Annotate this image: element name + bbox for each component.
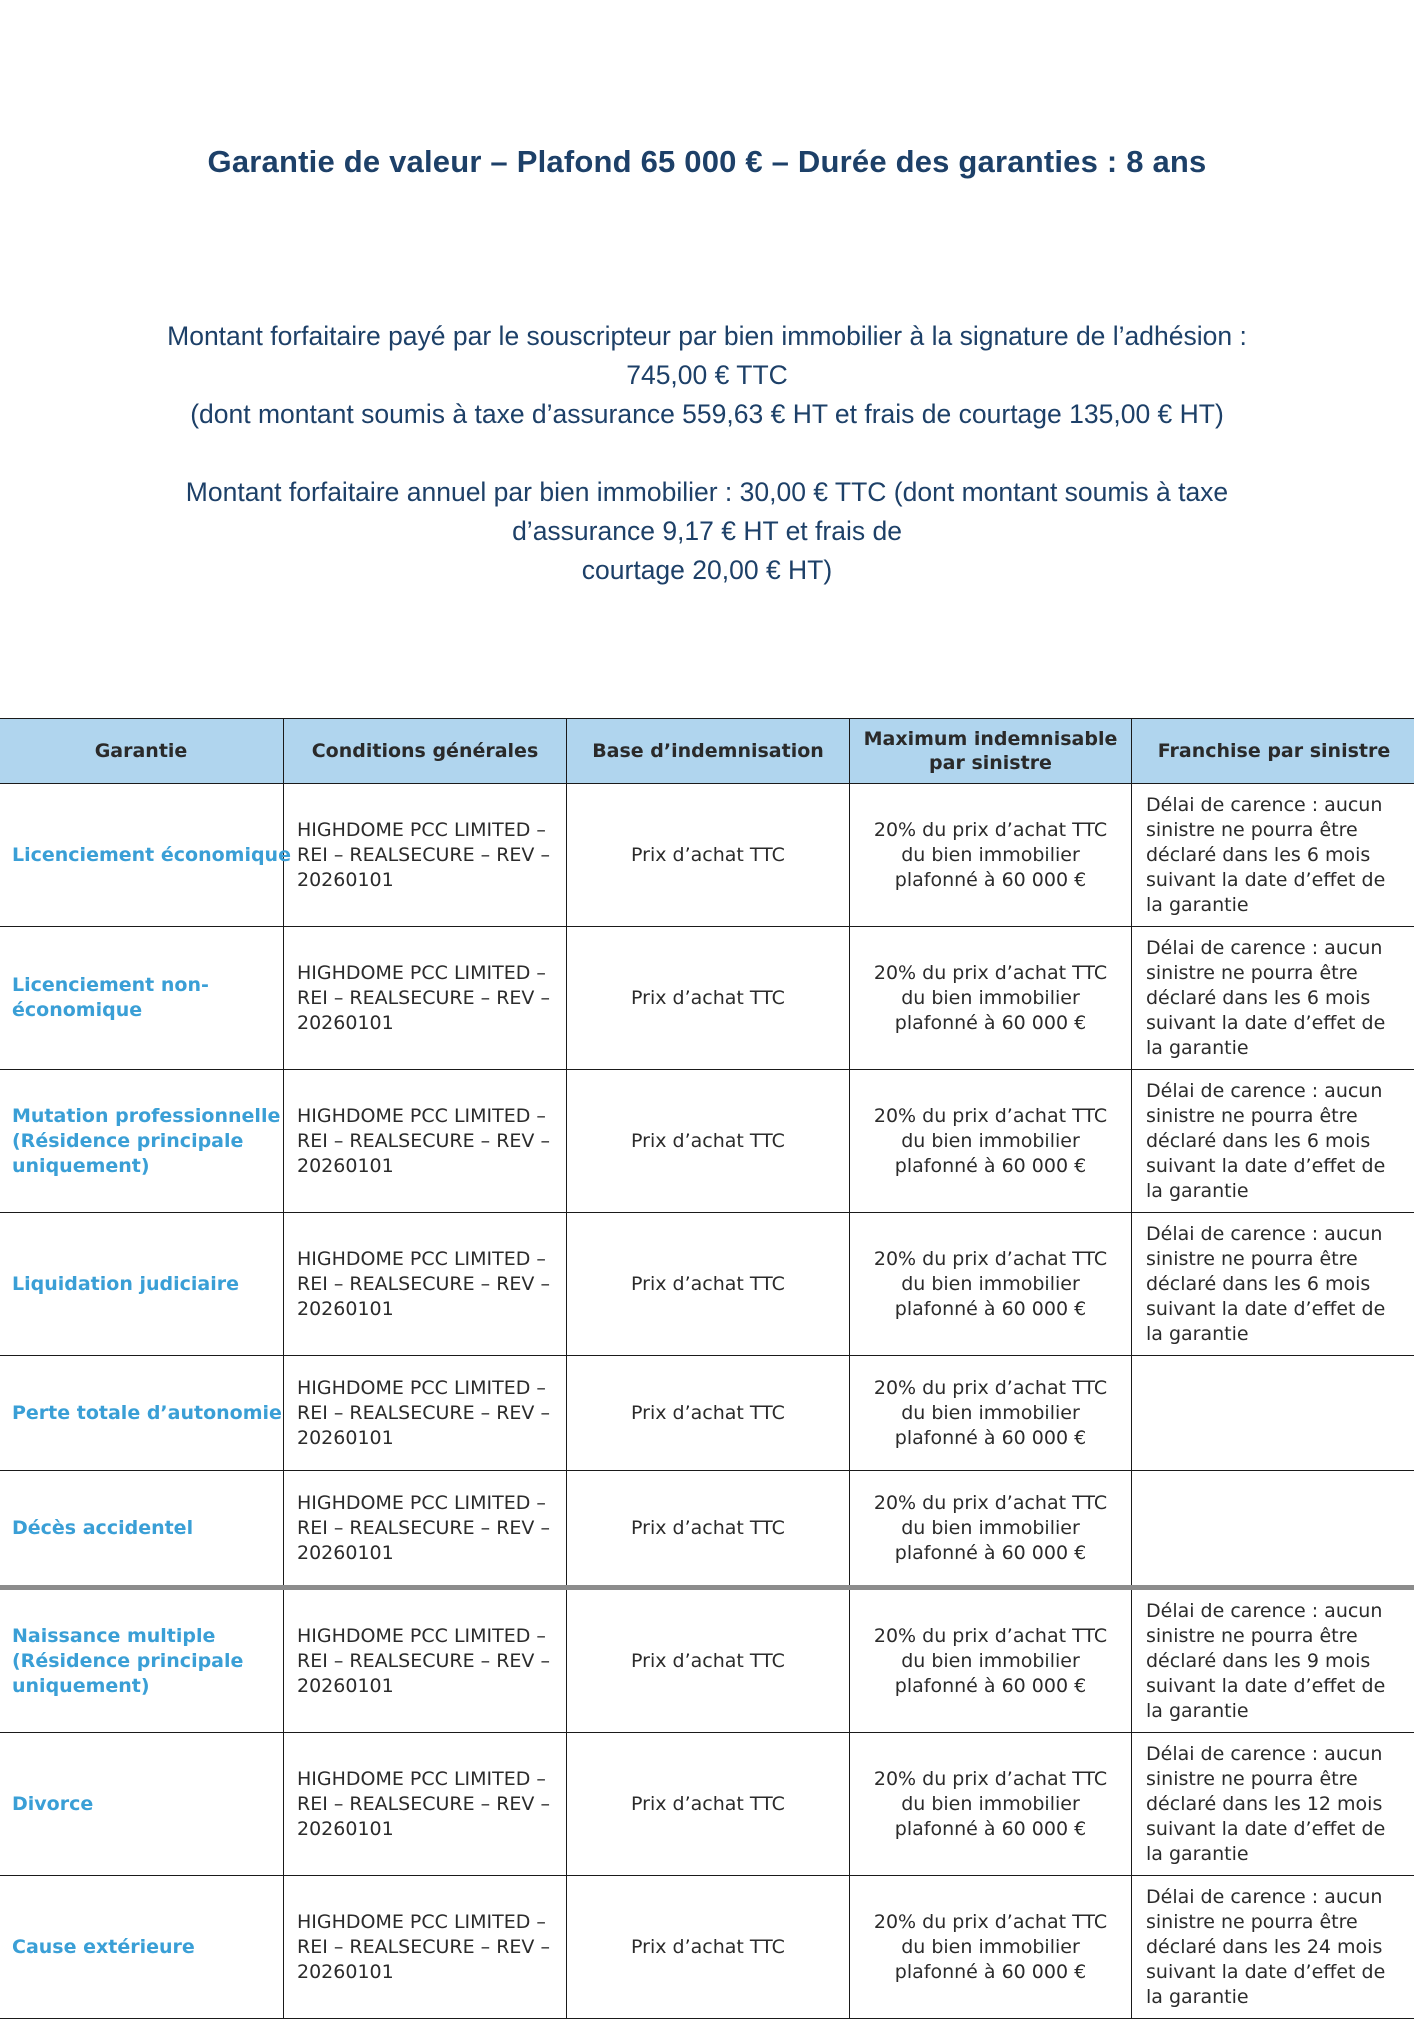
conditions-cell	[284, 927, 567, 1070]
franchise-cell-line: déclaré dans les 6 mois	[1146, 1129, 1408, 1154]
franchise-cell	[1132, 784, 1414, 927]
base-cell: Prix d’achat TTC	[567, 1588, 850, 1733]
header-maximum	[850, 719, 1132, 784]
franchise-cell-line: suivant la date d’effet de	[1146, 1011, 1408, 1036]
garantie-cell-line: (Résidence principale	[12, 1649, 273, 1674]
maximum-cell-line: plafonné à 60 000 €	[856, 1817, 1125, 1842]
maximum-cell-line: 20% du prix d’achat TTC	[856, 961, 1125, 986]
conditions-cell-line: HIGHDOME PCC LIMITED –	[297, 1767, 553, 1792]
table-row	[0, 927, 1414, 1070]
garantie-cell-line: Divorce	[12, 1792, 273, 1817]
franchise-cell-line: suivant la date d’effet de	[1146, 1817, 1408, 1842]
franchise-cell-line: Délai de carence : aucun	[1146, 1742, 1408, 1767]
base-cell: Prix d’achat TTC	[567, 1471, 850, 1588]
maximum-cell	[850, 1471, 1132, 1588]
garantie-cell-line: uniquement)	[12, 1154, 273, 1179]
conditions-cell-line: 20260101	[297, 1817, 553, 1842]
base-cell: Prix d’achat TTC	[567, 1213, 850, 1356]
garantie-cell	[0, 1588, 284, 1733]
garantie-cell-line: économique	[12, 998, 273, 1023]
paragraph-line: Montant forfaitaire annuel par bien immobilier : 30,00 € TTC (dont montant soumis à taxe	[100, 473, 1314, 512]
conditions-cell-line: REI – REALSECURE – REV –	[297, 1792, 553, 1817]
garantie-cell-line: Licenciement économique	[12, 843, 273, 868]
maximum-cell	[850, 1588, 1132, 1733]
guarantees-table	[0, 718, 1414, 2019]
maximum-cell	[850, 1876, 1132, 2019]
franchise-cell-line: sinistre ne pourra être	[1146, 1624, 1408, 1649]
maximum-cell-line: plafonné à 60 000 €	[856, 1541, 1125, 1566]
maximum-cell-line: 20% du prix d’achat TTC	[856, 1247, 1125, 1272]
paragraph-line: courtage 20,00 € HT)	[100, 551, 1314, 590]
maximum-cell-line: du bien immobilier	[856, 843, 1125, 868]
conditions-cell-line: HIGHDOME PCC LIMITED –	[297, 1247, 553, 1272]
conditions-cell	[284, 1070, 567, 1213]
garantie-cell-line: (Résidence principale	[12, 1129, 273, 1154]
franchise-cell-line: la garantie	[1146, 1985, 1408, 2010]
conditions-cell-line: REI – REALSECURE – REV –	[297, 1649, 553, 1674]
franchise-cell	[1132, 927, 1414, 1070]
maximum-cell-line: du bien immobilier	[856, 1272, 1125, 1297]
maximum-cell-line: 20% du prix d’achat TTC	[856, 1910, 1125, 1935]
conditions-cell-line: 20260101	[297, 1011, 553, 1036]
garantie-cell-line: Mutation professionnelle	[12, 1104, 273, 1129]
maximum-cell-line: 20% du prix d’achat TTC	[856, 1104, 1125, 1129]
maximum-cell-line: 20% du prix d’achat TTC	[856, 1491, 1125, 1516]
franchise-cell-line: sinistre ne pourra être	[1146, 1247, 1408, 1272]
maximum-cell-line: du bien immobilier	[856, 1935, 1125, 1960]
garantie-cell	[0, 1356, 284, 1471]
conditions-cell-line: REI – REALSECURE – REV –	[297, 1516, 553, 1541]
table-header-row	[0, 719, 1414, 784]
conditions-cell-line: HIGHDOME PCC LIMITED –	[297, 1491, 553, 1516]
maximum-cell	[850, 1213, 1132, 1356]
franchise-cell-line: sinistre ne pourra être	[1146, 1767, 1408, 1792]
header-maximum-line: par sinistre	[856, 751, 1125, 775]
franchise-cell-line: la garantie	[1146, 1179, 1408, 1204]
maximum-cell-line: plafonné à 60 000 €	[856, 1011, 1125, 1036]
paragraph-line: (dont montant soumis à taxe d’assurance 559,63 € HT et frais de courtage 135,00 € HT)	[100, 395, 1314, 434]
franchise-cell-line: déclaré dans les 12 mois	[1146, 1792, 1408, 1817]
garantie-cell	[0, 1471, 284, 1588]
header-base: Base d’indemnisation	[567, 719, 850, 784]
franchise-cell-line: suivant la date d’effet de	[1146, 868, 1408, 893]
conditions-cell-line: 20260101	[297, 1426, 553, 1451]
franchise-cell-line: sinistre ne pourra être	[1146, 818, 1408, 843]
maximum-cell-line: du bien immobilier	[856, 1129, 1125, 1154]
conditions-cell-line: 20260101	[297, 1154, 553, 1179]
base-cell: Prix d’achat TTC	[567, 1876, 850, 2019]
franchise-cell-line: suivant la date d’effet de	[1146, 1297, 1408, 1322]
conditions-cell	[284, 784, 567, 927]
franchise-cell-line: suivant la date d’effet de	[1146, 1674, 1408, 1699]
garantie-cell-line: Décès accidentel	[12, 1516, 273, 1541]
base-cell: Prix d’achat TTC	[567, 1356, 850, 1471]
maximum-cell-line: 20% du prix d’achat TTC	[856, 1767, 1125, 1792]
conditions-cell-line: HIGHDOME PCC LIMITED –	[297, 1376, 553, 1401]
conditions-cell-line: HIGHDOME PCC LIMITED –	[297, 1910, 553, 1935]
garantie-cell-line: Cause extérieure	[12, 1935, 273, 1960]
paragraph-line: d’assurance 9,17 € HT et frais de	[100, 512, 1314, 551]
franchise-cell-line: déclaré dans les 24 mois	[1146, 1935, 1408, 1960]
franchise-cell-line: déclaré dans les 6 mois	[1146, 986, 1408, 1011]
table-row	[0, 1213, 1414, 1356]
conditions-cell-line: REI – REALSECURE – REV –	[297, 1401, 553, 1426]
conditions-cell-line: REI – REALSECURE – REV –	[297, 1129, 553, 1154]
conditions-cell-line: REI – REALSECURE – REV –	[297, 843, 553, 868]
franchise-cell-line: suivant la date d’effet de	[1146, 1960, 1408, 1985]
conditions-cell	[284, 1876, 567, 2019]
conditions-cell-line: 20260101	[297, 868, 553, 893]
conditions-cell	[284, 1733, 567, 1876]
conditions-cell-line: 20260101	[297, 1960, 553, 1985]
maximum-cell-line: du bien immobilier	[856, 986, 1125, 1011]
garantie-cell-line: Liquidation judiciaire	[12, 1272, 273, 1297]
header-garantie: Garantie	[0, 719, 284, 784]
maximum-cell-line: plafonné à 60 000 €	[856, 1674, 1125, 1699]
franchise-cell-line: sinistre ne pourra être	[1146, 1104, 1408, 1129]
franchise-cell-line: Délai de carence : aucun	[1146, 936, 1408, 961]
table-row	[0, 1471, 1414, 1588]
conditions-cell-line: HIGHDOME PCC LIMITED –	[297, 818, 553, 843]
base-cell: Prix d’achat TTC	[567, 927, 850, 1070]
franchise-cell-line: sinistre ne pourra être	[1146, 961, 1408, 986]
base-cell: Prix d’achat TTC	[567, 784, 850, 927]
maximum-cell	[850, 1070, 1132, 1213]
franchise-cell-line: déclaré dans les 9 mois	[1146, 1649, 1408, 1674]
base-cell: Prix d’achat TTC	[567, 1070, 850, 1213]
garantie-cell	[0, 1733, 284, 1876]
maximum-cell-line: 20% du prix d’achat TTC	[856, 1376, 1125, 1401]
franchise-cell-line: déclaré dans les 6 mois	[1146, 843, 1408, 868]
garantie-cell-line: uniquement)	[12, 1674, 273, 1699]
maximum-cell-line: du bien immobilier	[856, 1649, 1125, 1674]
franchise-cell-line: Délai de carence : aucun	[1146, 1079, 1408, 1104]
garantie-cell	[0, 927, 284, 1070]
maximum-cell-line: plafonné à 60 000 €	[856, 1297, 1125, 1322]
conditions-cell	[284, 1471, 567, 1588]
garantie-cell-line: Naissance multiple	[12, 1624, 273, 1649]
franchise-cell-line: Délai de carence : aucun	[1146, 793, 1408, 818]
conditions-cell	[284, 1213, 567, 1356]
conditions-cell	[284, 1356, 567, 1471]
garantie-cell	[0, 1070, 284, 1213]
franchise-cell	[1132, 1733, 1414, 1876]
franchise-cell-line: Délai de carence : aucun	[1146, 1599, 1408, 1624]
base-cell: Prix d’achat TTC	[567, 1733, 850, 1876]
franchise-cell-line: la garantie	[1146, 893, 1408, 918]
conditions-cell-line: HIGHDOME PCC LIMITED –	[297, 1104, 553, 1129]
maximum-cell	[850, 784, 1132, 927]
header-franchise: Franchise par sinistre	[1132, 719, 1414, 784]
maximum-cell	[850, 1733, 1132, 1876]
franchise-cell-line: Délai de carence : aucun	[1146, 1885, 1408, 1910]
conditions-cell-line: REI – REALSECURE – REV –	[297, 986, 553, 1011]
conditions-cell-line: 20260101	[297, 1541, 553, 1566]
maximum-cell-line: plafonné à 60 000 €	[856, 1960, 1125, 1985]
franchise-cell	[1132, 1070, 1414, 1213]
annual-amount-paragraph	[100, 473, 1314, 590]
franchise-cell-line: déclaré dans les 6 mois	[1146, 1272, 1408, 1297]
garantie-cell-line: Perte totale d’autonomie	[12, 1401, 273, 1426]
subscription-amount-paragraph	[100, 317, 1314, 434]
conditions-cell-line: REI – REALSECURE – REV –	[297, 1935, 553, 1960]
franchise-cell	[1132, 1588, 1414, 1733]
franchise-cell-line: la garantie	[1146, 1322, 1408, 1347]
header-conditions: Conditions générales	[284, 719, 567, 784]
franchise-cell	[1132, 1876, 1414, 2019]
table-row	[0, 1356, 1414, 1471]
franchise-cell-line: sinistre ne pourra être	[1146, 1910, 1408, 1935]
maximum-cell-line: 20% du prix d’achat TTC	[856, 818, 1125, 843]
conditions-cell-line: HIGHDOME PCC LIMITED –	[297, 961, 553, 986]
table-row	[0, 784, 1414, 927]
conditions-cell	[284, 1588, 567, 1733]
conditions-cell-line: 20260101	[297, 1297, 553, 1322]
table-row	[0, 1070, 1414, 1213]
header-maximum-line: Maximum indemnisable	[856, 727, 1125, 751]
maximum-cell-line: du bien immobilier	[856, 1792, 1125, 1817]
page-title: Garantie de valeur – Plafond 65 000 € – Durée des garanties : 8 ans	[0, 144, 1414, 180]
table-row	[0, 1876, 1414, 2019]
franchise-cell-line: suivant la date d’effet de	[1146, 1154, 1408, 1179]
conditions-cell-line: REI – REALSECURE – REV –	[297, 1272, 553, 1297]
paragraph-line: 745,00 € TTC	[100, 356, 1314, 395]
conditions-cell-line: 20260101	[297, 1674, 553, 1699]
conditions-cell-line: HIGHDOME PCC LIMITED –	[297, 1624, 553, 1649]
maximum-cell-line: plafonné à 60 000 €	[856, 868, 1125, 893]
maximum-cell-line: du bien immobilier	[856, 1516, 1125, 1541]
maximum-cell	[850, 1356, 1132, 1471]
garantie-cell-line: Licenciement non-	[12, 973, 273, 998]
franchise-cell	[1132, 1213, 1414, 1356]
maximum-cell	[850, 927, 1132, 1070]
table-row	[0, 1588, 1414, 1733]
paragraph-line: Montant forfaitaire payé par le souscripteur par bien immobilier à la signature de l’adhésion :	[100, 317, 1314, 356]
franchise-cell-line: Délai de carence : aucun	[1146, 1222, 1408, 1247]
franchise-cell-line: la garantie	[1146, 1842, 1408, 1867]
franchise-cell-line: la garantie	[1146, 1036, 1408, 1061]
table-row	[0, 1733, 1414, 1876]
maximum-cell-line: plafonné à 60 000 €	[856, 1426, 1125, 1451]
garantie-cell	[0, 1876, 284, 2019]
franchise-cell	[1132, 1356, 1414, 1471]
maximum-cell-line: 20% du prix d’achat TTC	[856, 1624, 1125, 1649]
franchise-cell	[1132, 1471, 1414, 1588]
garantie-cell	[0, 784, 284, 927]
garantie-cell	[0, 1213, 284, 1356]
franchise-cell-line: la garantie	[1146, 1699, 1408, 1724]
maximum-cell-line: du bien immobilier	[856, 1401, 1125, 1426]
maximum-cell-line: plafonné à 60 000 €	[856, 1154, 1125, 1179]
